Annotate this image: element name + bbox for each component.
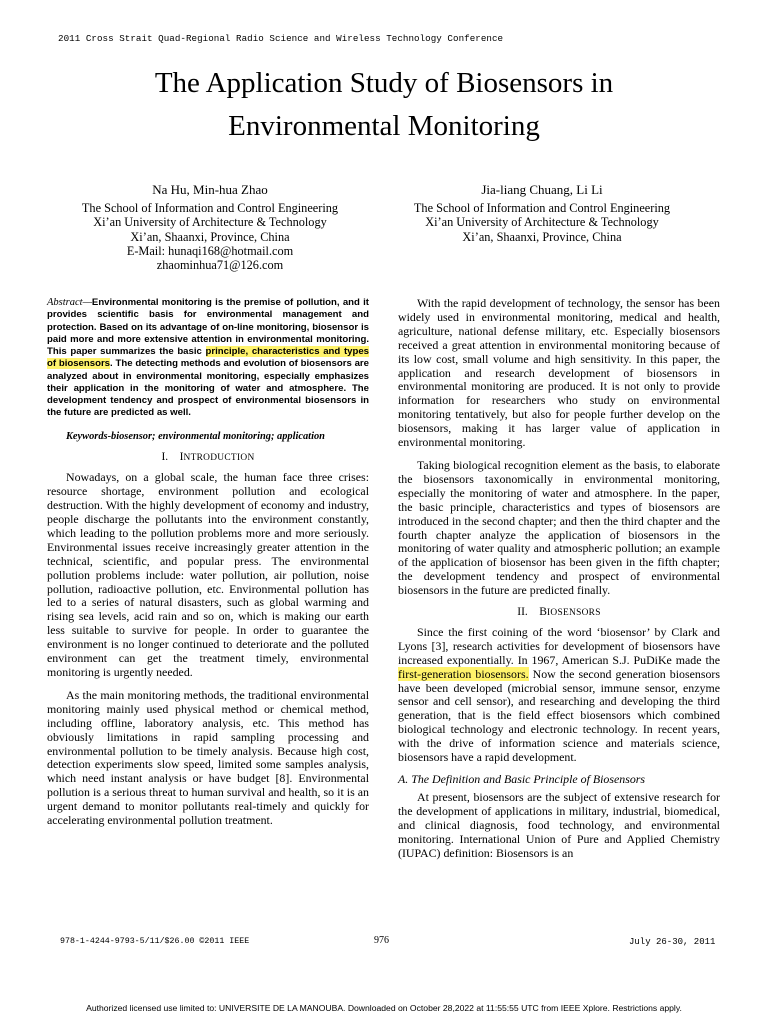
author-school: The School of Information and Control Engineering — [81, 201, 339, 216]
paragraph — [398, 626, 720, 765]
paragraph: With the rapid development of technology, the sensor has been widely used in environmental monitoring, medical and health, agriculture, national defense military, etc. Especially biosensors received a great attention in environmental monitoring because of its low cost, small volume and high sensitivity. In this paper, the application and research development of biosensors in environmental monitoring are produced. It is not only to provide information for researchers who study on environmental monitoring tentatively, but also for people further develop on the biosensors, making it has larger value of application in environmental monitoring. — [398, 296, 720, 450]
text: Since the first coining of the word ‘biosensor’ by Clark and Lyons [3], research activities for development of biosensors have increased exponentially. In 1967, American S.J. PuDiKe made the — [398, 624, 720, 667]
paragraph: Nowadays, on a global scale, the human face three crises: resource shortage, environment pollution and ecological destruction. With the highly development of economy and industry, people discharge the pollutants into the environment constantly, which leading to the pollution problems more and more seriously. Environmental issues receive increasingly greater attention in the technical, scientific, and popular press. The environmental pollution problems include: water pollution, air pollution, noise pollution, radioactive pollution, etc. Environmental pollution has led to a series of natural disasters, such as global warming and rising sea levels, acid rain and so on, which is making our earth less suitable to survive for people. In order to guarantee the environment is no longer continued to deteriorate and the polluted environment can get the treatment timely, environmental monitoring is urgently needed. — [47, 470, 369, 679]
section-title-rest: IOSENSORS — [546, 608, 601, 619]
author-school: The School of Information and Control Engineering — [413, 201, 671, 216]
paragraph: As the main monitoring methods, the traditional environmental monitoring mainly used physical method or chemical method, including offline, laboratory analysis, etc. This method has obviously limitations in rapid sampling processing and environmental pollution to be timely analysis. Because high cost, detection experiments slow speed, limited some samples analysis, which need instant analysis or have budget [8]. Environmental pollution is a serious threat to human survival and health, so it is an urgent demand to monitor pollutants real-timely and quickly for accelerating environmental pollution treatment. — [47, 687, 369, 828]
author-names: Na Hu, Min-hua Zhao — [152, 182, 268, 197]
section-title-rest: NTRODUCTION — [183, 453, 255, 464]
paragraph: At present, biosensors are the subject of extensive research for the development of applications in military, industrial, biomedical, and clinical diagnosis, food technology, and environmental monitoring. International Union of Pure and Applied Chemistry (IUPAC) definition: Biosensors is an — [398, 789, 720, 860]
license-notice: Authorized licensed use limited to: UNIVERSITE DE LA MANOUBA. Downloaded on October 28,2022 at 11:55:55 UTC from IEEE Xplore. Restrictions apply. — [86, 1003, 682, 1013]
author-university: Xi’an University of Architecture & Technology — [93, 215, 327, 230]
author-location: Xi’an, Shaanxi, Province, China — [130, 229, 290, 244]
author-block-left — [60, 183, 360, 272]
author-names: Jia-liang Chuang, Li Li — [481, 182, 603, 197]
author-location: Xi’an, Shaanxi, Province, China — [462, 229, 622, 244]
section-heading-biosensors — [398, 606, 720, 621]
conference-header: 2011 Cross Strait Quad-Regional Radio Science and Wireless Technology Conference — [58, 33, 504, 44]
abstract — [47, 297, 369, 420]
page-number: 976 — [374, 935, 389, 946]
paper-title — [0, 62, 768, 148]
section-heading-introduction — [47, 451, 369, 466]
author-email: E-Mail: hunaqi168@hotmail.com — [126, 243, 294, 258]
author-email-2: zhaominhua71@126.com — [156, 258, 284, 273]
footer-isbn: 978-1-4244-9793-5/11/$26.00 ©2011 IEEE — [60, 937, 250, 946]
abstract-text-1: Environmental monitoring is the premise of pollution, and it provides scientific basis for environmental management and protection. Based on its advantage of on-line monitoring, biosensor is paid more and more extensive attention in environmental monitoring. This paper summarizes the basic — [47, 297, 369, 357]
title-line-2: Environmental Monitoring — [228, 110, 540, 142]
left-column — [47, 297, 369, 828]
footer-date: July 26-30, 2011 — [629, 937, 716, 947]
keywords: Keywords-biosensor; environmental monitoring; application — [66, 430, 325, 442]
author-university: Xi’an University of Architecture & Technology — [425, 215, 659, 230]
author-block-right — [384, 183, 700, 244]
section-number: I. — [161, 451, 169, 464]
section-number: II. — [517, 606, 528, 619]
paragraph: Taking biological recognition element as the basis, to elaborate the biosensors taxonomically in environmental monitoring, especially the monitoring of water and atmosphere. In the paper, the basic principle, characteristics and types of biosensors are introduced in the second chapter; and then the third chapter and the fourth chapter analyze the application of biosensors in the monitoring of water quality and atmospheric pollution; an example of the application of biosensor has been given in the fifth chapter; the development tendency and prospect of environmental biosensors in the future are predicted finally. — [398, 457, 720, 598]
text: Now the second generation biosensors have been developed (microbial sensor, immune sensor, enzyme sensor and cell sensor), and researching and developing the third generation, that is the field effect biosensors which combined biological technology and electronic technology. In recent years, with the drive of information science and materials science, biosensors have a rapid development. — [398, 666, 720, 765]
section-first-letter: I — [179, 451, 184, 464]
right-column — [398, 297, 720, 860]
subsection-heading: A. The Definition and Basic Principle of Biosensors — [398, 772, 646, 786]
section-first-letter: B — [539, 606, 547, 619]
abstract-label: Abstract— — [47, 297, 92, 308]
abstract-text-2: . The detecting methods and evolution of biosensors are analyzed about in environmental monitoring, especially emphasizes their application in the monitoring of water and atmosphere. The development tendency and prospect of environmental biosensors in the future are predicted as well. — [47, 358, 369, 419]
title-line-1: The Application Study of Biosensors in — [154, 67, 614, 99]
highlighted-text: first-generation biosensors. — [398, 666, 529, 681]
abstract-highlight: principle, characteristics and types of biosensors — [47, 346, 370, 370]
